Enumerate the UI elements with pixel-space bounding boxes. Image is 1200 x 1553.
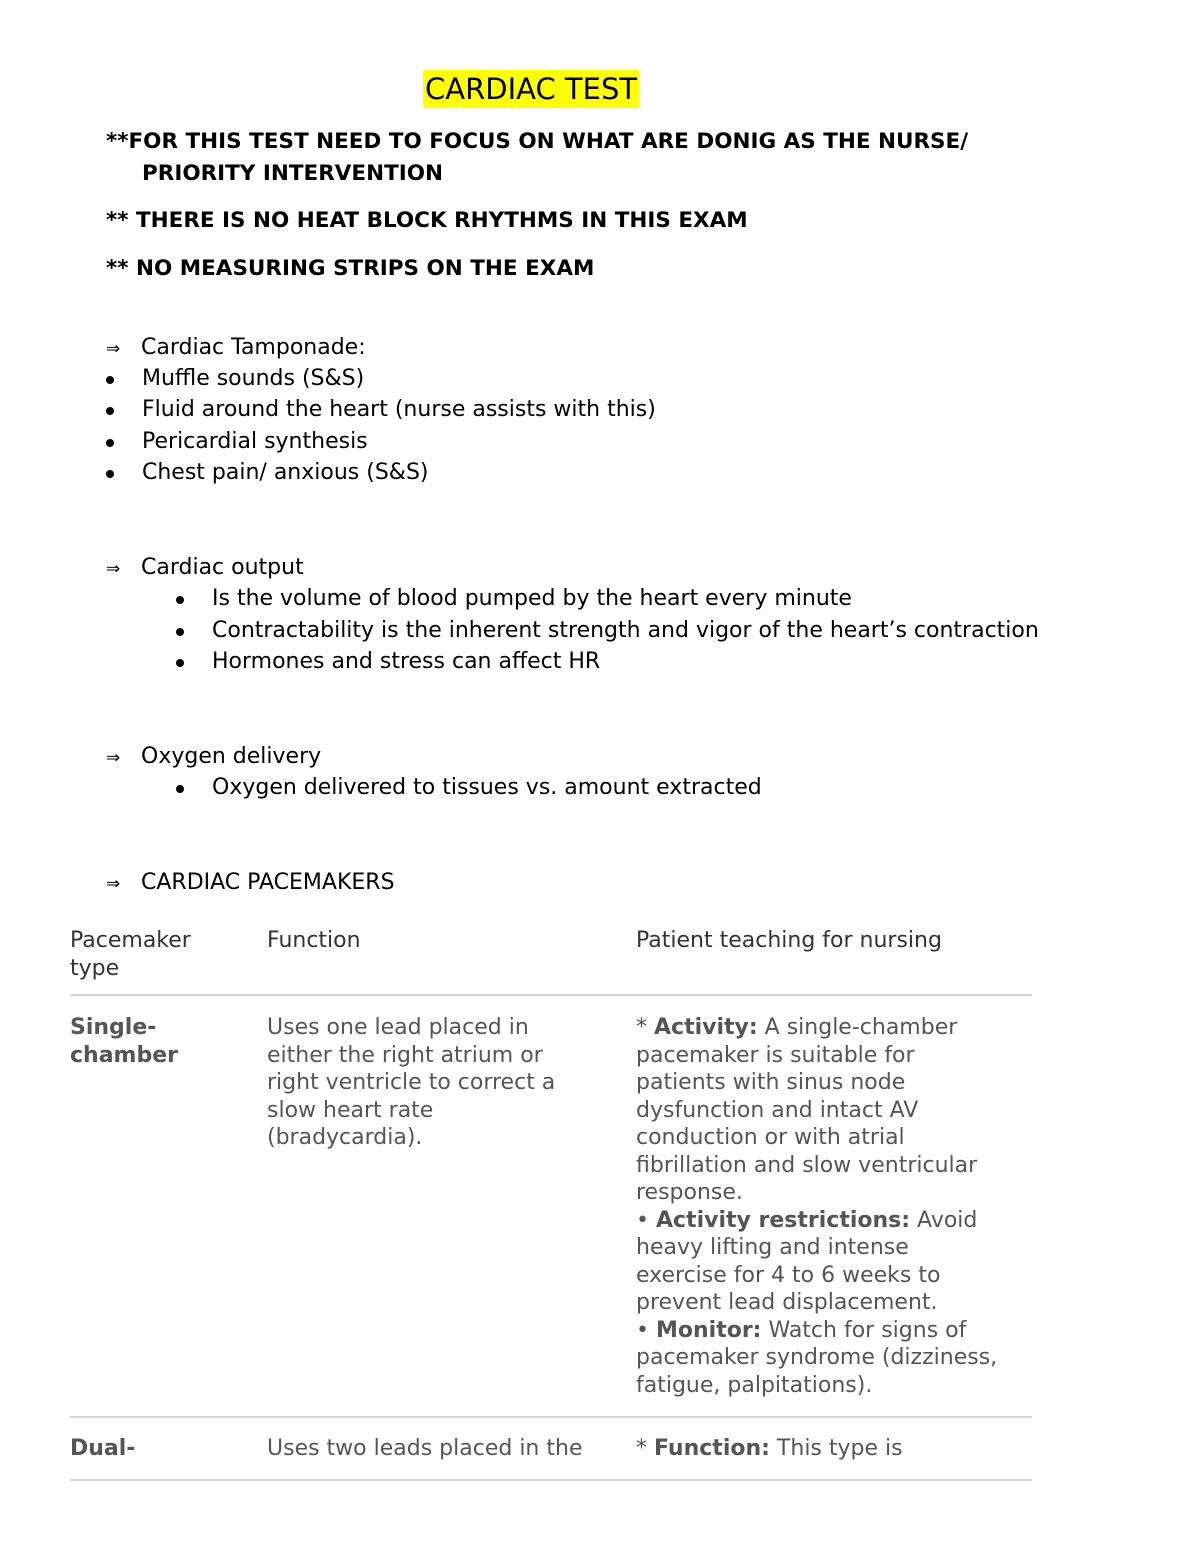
bullet-icon — [176, 628, 184, 636]
table-divider — [70, 1479, 1032, 1481]
no-heart-block-note: ** THERE IS NO HEAT BLOCK RHYTHMS IN THIS EXAM — [106, 208, 748, 233]
table-header-function: Function — [267, 928, 361, 953]
list-item: Is the volume of blood pumped by the heart every minute — [212, 584, 852, 614]
table-cell-teaching: * Function: This type is — [636, 1436, 903, 1461]
list-item: Muffle sounds (S&S) — [142, 364, 364, 394]
table-divider — [70, 1416, 1032, 1418]
bullet-icon — [106, 407, 114, 415]
pacemakers-heading: ⇒ CARDIAC PACEMAKERS — [106, 868, 395, 899]
page-title: CARDIAC TEST — [425, 72, 638, 106]
tamponade-heading: ⇒ Cardiac Tamponade: — [106, 333, 366, 364]
arrow-icon: ⇒ — [106, 874, 121, 894]
bullet-icon — [176, 785, 184, 793]
table-header-teaching: Patient teaching for nursing — [636, 928, 942, 953]
list-item: Oxygen delivered to tissues vs. amount extracted — [212, 773, 762, 803]
focus-note-line2: PRIORITY INTERVENTION — [142, 161, 444, 186]
bullet-icon — [106, 470, 114, 478]
oxygen-delivery-heading: ⇒ Oxygen delivery — [106, 742, 321, 773]
table-cell-function: Uses two leads placed in the — [267, 1436, 583, 1461]
cardiac-output-heading: ⇒ Cardiac output — [106, 553, 304, 584]
list-item: Fluid around the heart (nurse assists with this) — [142, 395, 656, 425]
table-cell-teaching: * Activity: A single-chamber pacemaker is suitable for patients with sinus node dysfunction and intact AV conduction or with atrial fibrillation and slow ventricular response. • Activity restrictions: Avoid heavy lifting and intense exercise for 4 to 6 weeks to prevent lead displacement. • Monitor: Watch for signs of pacemaker syndrome (dizziness, fatigue, palpitations). — [636, 1015, 998, 1398]
arrow-icon: ⇒ — [106, 748, 121, 768]
no-measuring-note: ** NO MEASURING STRIPS ON THE EXAM — [106, 256, 595, 281]
table-cell-type: Dual- — [70, 1436, 136, 1461]
bullet-icon — [106, 439, 114, 447]
bullet-icon — [176, 596, 184, 604]
arrow-icon: ⇒ — [106, 339, 121, 359]
table-cell-function: Uses one lead placed in either the right atrium or right ventricle to correct a slow heart rate (bradycardia). — [267, 1015, 556, 1150]
bullet-icon — [176, 659, 184, 667]
table-divider — [70, 994, 1032, 996]
list-item: Chest pain/ anxious (S&S) — [142, 458, 429, 488]
list-item: Hormones and stress can affect HR — [212, 647, 600, 677]
list-item: Contractability is the inherent strength and vigor of the heart’s contraction — [212, 616, 1039, 646]
table-header-type: Pacemaker type — [70, 928, 191, 981]
focus-note-line1: **FOR THIS TEST NEED TO FOCUS ON WHAT ARE DONIG AS THE NURSE/ — [106, 129, 969, 154]
arrow-icon: ⇒ — [106, 559, 121, 579]
table-cell-type: Single- chamber — [70, 1015, 178, 1068]
list-item: Pericardial synthesis — [142, 427, 368, 457]
bullet-icon — [106, 376, 114, 384]
